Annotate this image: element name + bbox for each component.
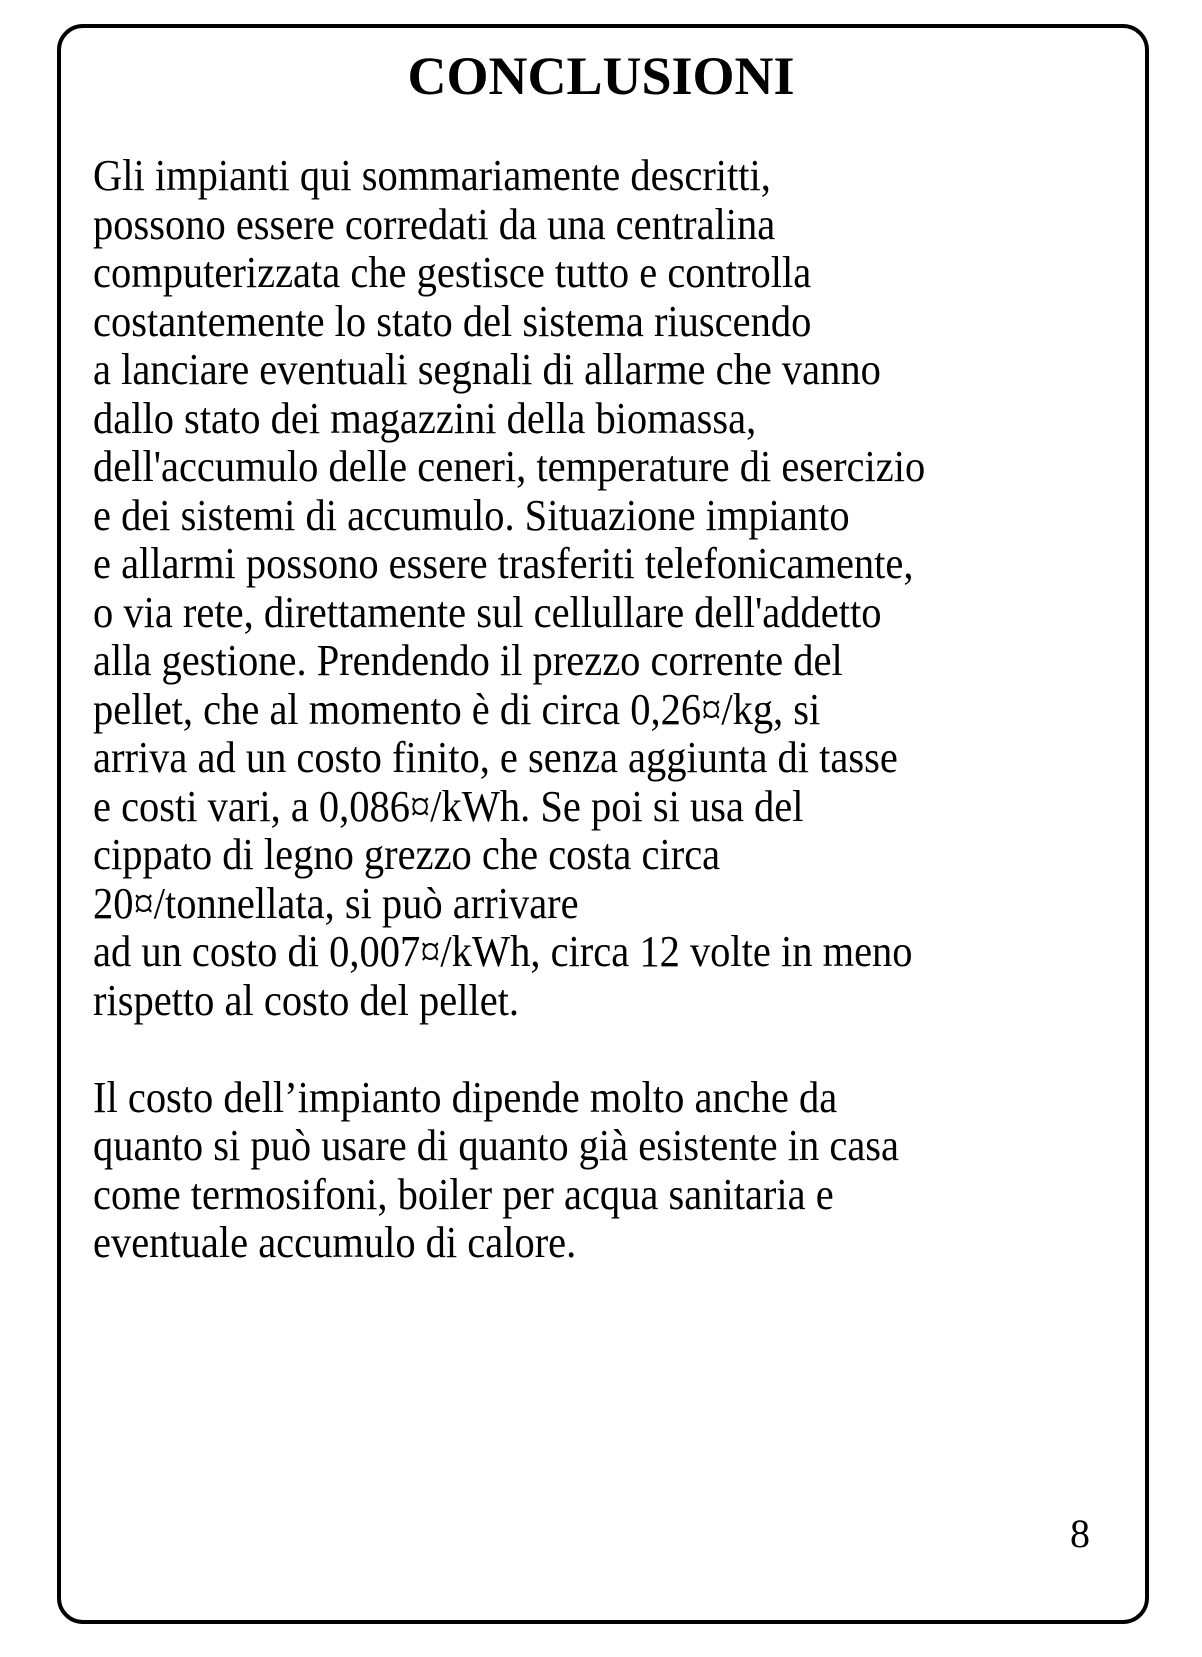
page-title: CONCLUSIONI bbox=[407, 46, 795, 106]
paragraph-2 bbox=[93, 1074, 1133, 1268]
text-line: dell'accumulo delle ceneri, temperature di esercizio bbox=[93, 442, 926, 491]
text-line: e allarmi possono essere trasferiti telefonicamente, bbox=[93, 539, 914, 588]
text-line: ad un costo di 0,007¤/kWh, circa 12 volte in meno bbox=[93, 927, 913, 976]
text-line: e costi vari, a 0,086¤/kWh. Se poi si usa del bbox=[93, 781, 804, 831]
text-line: 20¤/tonnellata, si può arrivare bbox=[93, 878, 579, 928]
paragraph-1 bbox=[93, 152, 1133, 1025]
body-text bbox=[93, 152, 1133, 1268]
text-line: eventuale accumulo di calore. bbox=[93, 1218, 577, 1267]
text-line: arriva ad un costo finito, e senza aggiunta di tasse bbox=[93, 733, 898, 782]
text-line: dallo stato dei magazzini della biomassa, bbox=[93, 393, 757, 443]
paragraph-gap bbox=[93, 1025, 1133, 1074]
text-line: rispetto al costo del pellet. bbox=[93, 975, 520, 1025]
text-line: come termosifoni, boiler per acqua sanitaria e bbox=[93, 1169, 834, 1219]
text-line: pellet, che al momento è di circa 0,26¤/kg, si bbox=[93, 684, 821, 734]
text-line: o via rete, direttamente sul cellullare dell'addetto bbox=[93, 587, 882, 637]
text-line: a lanciare eventuali segnali di allarme che vanno bbox=[93, 345, 881, 394]
text-line: e dei sistemi di accumulo. Situazione impianto bbox=[93, 490, 850, 540]
text-line: quanto si può usare di quanto già esistente in casa bbox=[93, 1121, 900, 1170]
text-line: computerizzata che gestisce tutto e controlla bbox=[93, 248, 812, 297]
text-line: Gli impianti qui sommariamente descritti, bbox=[93, 151, 771, 200]
text-line: cippato di legno grezzo che costa circa bbox=[93, 830, 721, 879]
text-line: costantemente lo stato del sistema riuscendo bbox=[93, 296, 812, 346]
text-line: Il costo dell’impianto dipende molto anche da bbox=[93, 1072, 838, 1122]
page-number: 8 bbox=[1070, 1511, 1090, 1556]
text-line: possono essere corredati da una centralina bbox=[93, 199, 776, 249]
text-line: alla gestione. Prendendo il prezzo corrente del bbox=[93, 636, 843, 685]
